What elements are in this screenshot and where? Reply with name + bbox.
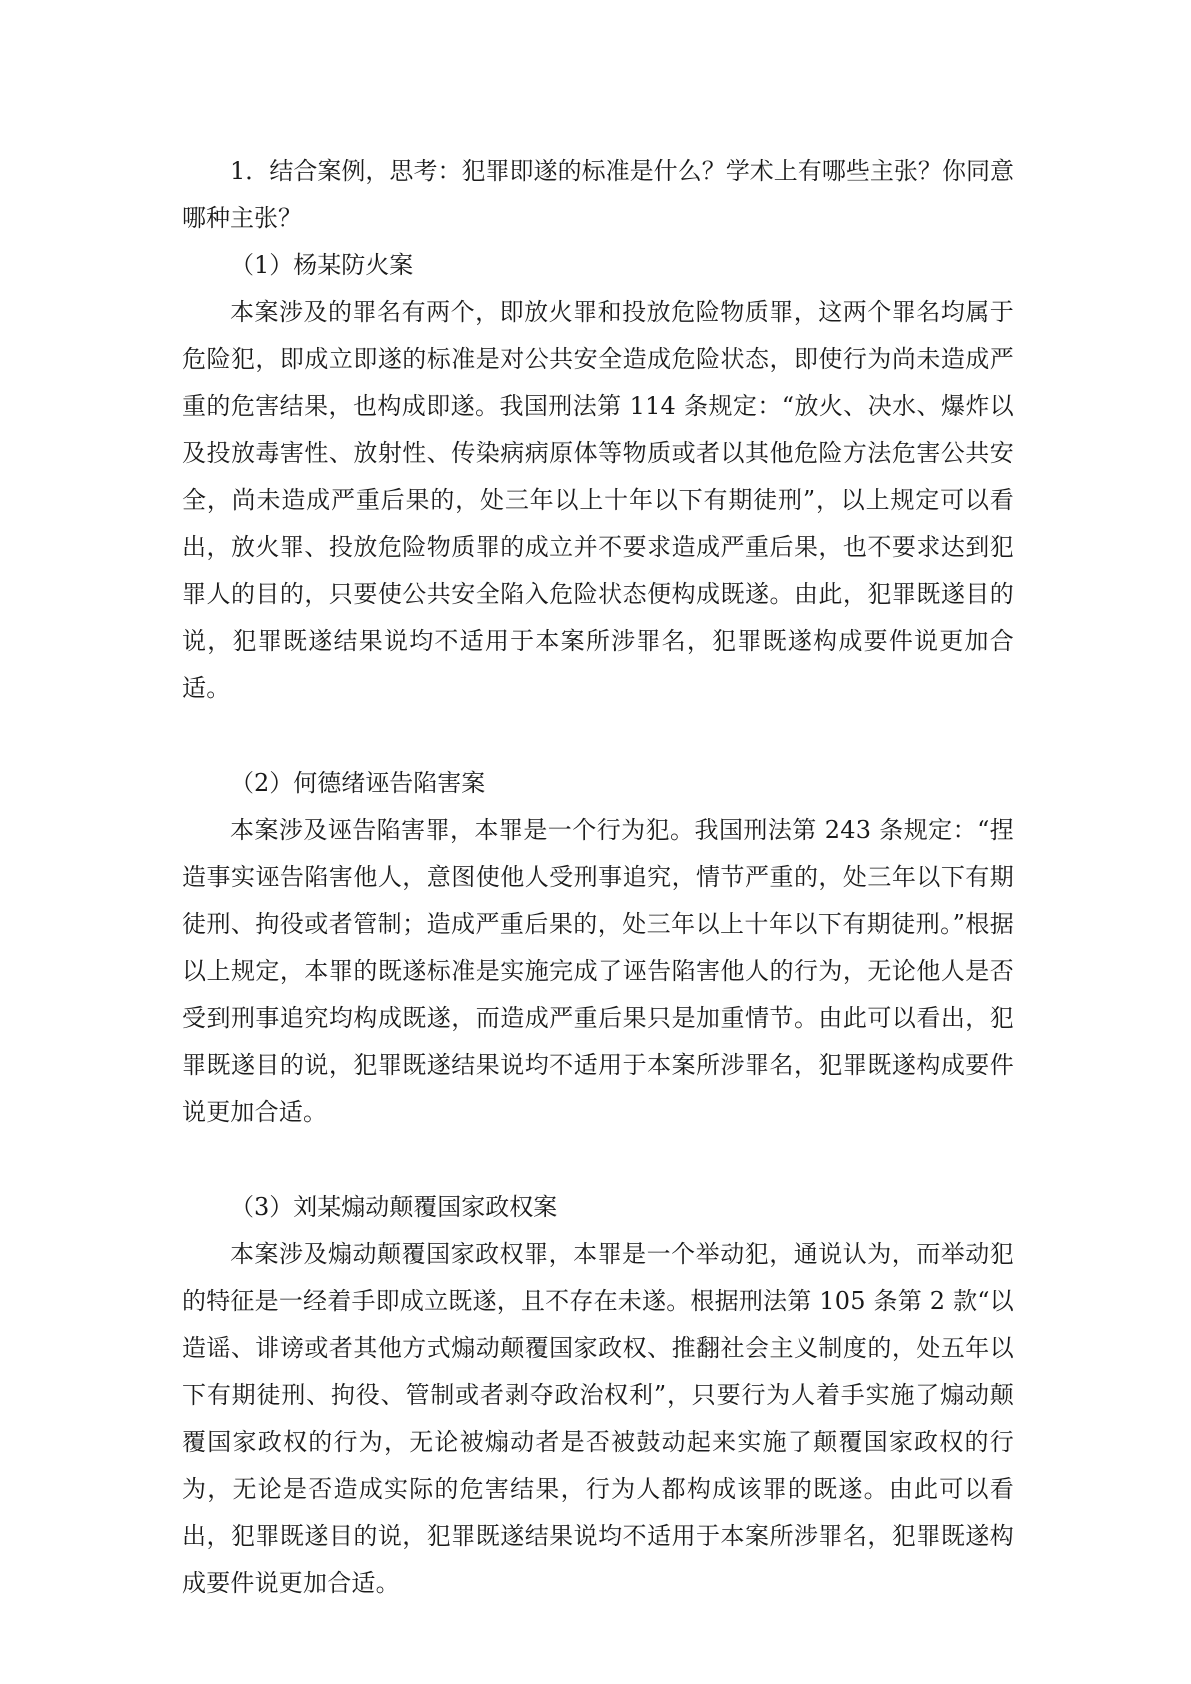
case-heading-3: （3）刘某煽动颠覆国家政权案 bbox=[230, 1193, 558, 1221]
case-heading-2: （2）何德绪诬告陷害案 bbox=[230, 769, 486, 797]
case-section-2 bbox=[182, 760, 1014, 1136]
question-text: 1．结合案例，思考：犯罪即遂的标准是什么？学术上有哪些主张？你同意哪种主张？ bbox=[182, 157, 1014, 232]
case-body-3: 本案涉及煽动颠覆国家政权罪，本罪是一个举动犯，通说认为，而举动犯的特征是一经着手即成立既遂，且不存在未遂。根据刑法第 105 条第 2 款“以造谣、诽谤或者其他方式煽动颠覆国家政权、推翻社会主义制度的，处五年以下有期徒刑、拘役、管制或者剥夺政治权利”，只要行为人着手实施了煽动颠覆国家政权的行为，无论被煽动者是否被鼓动起来实施了颠覆国家政权的行为，无论是否造成实际的危害结果，行为人都构成该罪的既遂。由此可以看出，犯罪既遂目的说，犯罪既遂结果说均不适用于本案所涉罪名，犯罪既遂构成要件说更加合适。 bbox=[182, 1240, 1014, 1597]
case-body-1: 本案涉及的罪名有两个，即放火罪和投放危险物质罪，这两个罪名均属于危险犯，即成立即遂的标准是对公共安全造成危险状态，即使行为尚未造成严重的危害结果，也构成即遂。我国刑法第 114 条规定：“放火、决水、爆炸以及投放毒害性、放射性、传染病病原体等物质或者以其他危险方法危害公共安全，尚未造成严重后果的，处三年以上十年以下有期徒刑”，以上规定可以看出，放火罪、投放危险物质罪的成立并不要求造成严重后果，也不要求达到犯罪人的目的，只要使公共安全陷入危险状态便构成既遂。由此，犯罪既遂目的说，犯罪既遂结果说均不适用于本案所涉罪名，犯罪既遂构成要件说更加合适。 bbox=[182, 298, 1014, 702]
case-body-2: 本案涉及诬告陷害罪，本罪是一个行为犯。我国刑法第 243 条规定：“捏造事实诬告陷害他人，意图使他人受刑事追究，情节严重的，处三年以下有期徒刑、拘役或者管制；造成严重后果的，处三年以上十年以下有期徒刑。”根据以上规定，本罪的既遂标准是实施完成了诬告陷害他人的行为，无论他人是否受到刑事追究均构成既遂，而造成严重后果只是加重情节。由此可以看出，犯罪既遂目的说，犯罪既遂结果说均不适用于本案所涉罪名，犯罪既遂构成要件说更加合适。 bbox=[182, 816, 1014, 1126]
case-section-1 bbox=[182, 242, 1014, 712]
case-heading-1: （1）杨某防火案 bbox=[230, 251, 414, 279]
case-section-3 bbox=[182, 1184, 1014, 1607]
document-page bbox=[182, 148, 1014, 1607]
